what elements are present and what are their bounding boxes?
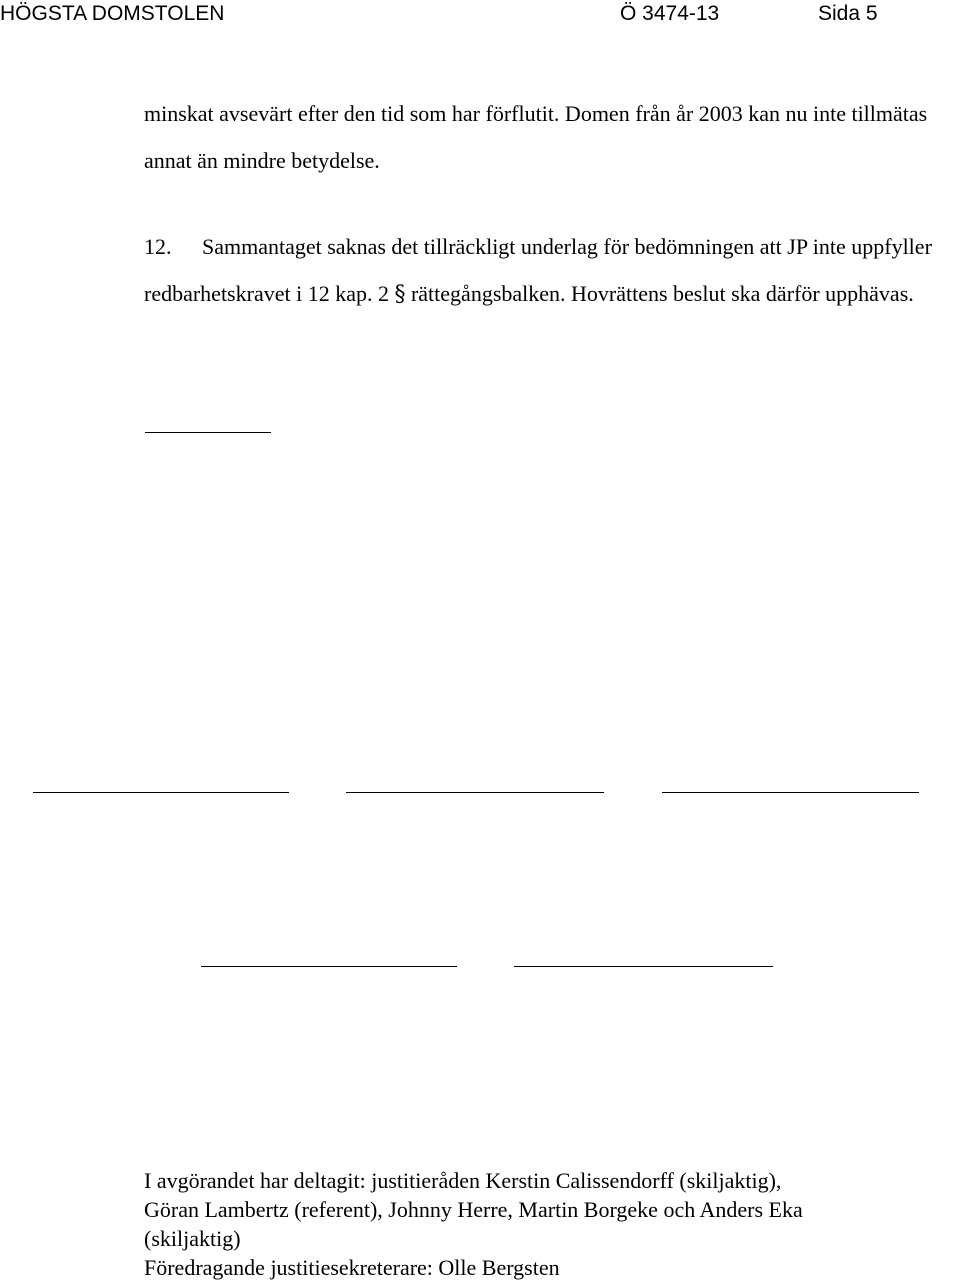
- signature-line-1: [33, 792, 289, 793]
- signature-line-3: [662, 792, 919, 793]
- signature-line-4: [201, 966, 457, 967]
- rapporteur-line: Föredragande justitiesekreterare: Olle Bergsten: [144, 1255, 560, 1280]
- section-sign: §: [394, 282, 406, 307]
- participants-note: [144, 1166, 944, 1282]
- participants-line-1: I avgörandet har deltagit: justitieråden Kerstin Calissendorff (skiljaktig),: [144, 1168, 782, 1193]
- paragraph-text-part-2: rättegångsbalken. Hovrättens beslut ska därför upphävas.: [410, 281, 914, 306]
- participants-line-2: Göran Lambertz (referent), Johnny Herre, Martin Borgeke och Anders Eka: [144, 1197, 803, 1222]
- page-header: [0, 2, 960, 32]
- paragraph-12: [144, 223, 944, 318]
- end-of-text-rule: [145, 432, 271, 433]
- participants-line-3: (skiljaktig): [144, 1226, 241, 1251]
- case-number: Ö 3474-13: [620, 2, 720, 25]
- court-name: HÖGSTA DOMSTOLEN: [0, 2, 225, 25]
- signature-line-5: [514, 966, 773, 967]
- page-number: Sida 5: [818, 2, 878, 25]
- signature-line-2: [346, 792, 604, 793]
- paragraph-text-part-1: Sammantaget saknas det tillräckligt underlag för bedömningen att JP inte uppfyller redbarhetskravet i 12 kap. 2: [144, 234, 932, 306]
- paragraph-continuation: minskat avsevärt efter den tid som har förflutit. Domen från år 2003 kan nu inte tillmätas annat än mindre betydelse.: [144, 101, 928, 173]
- paragraph-number: 12.: [144, 234, 172, 259]
